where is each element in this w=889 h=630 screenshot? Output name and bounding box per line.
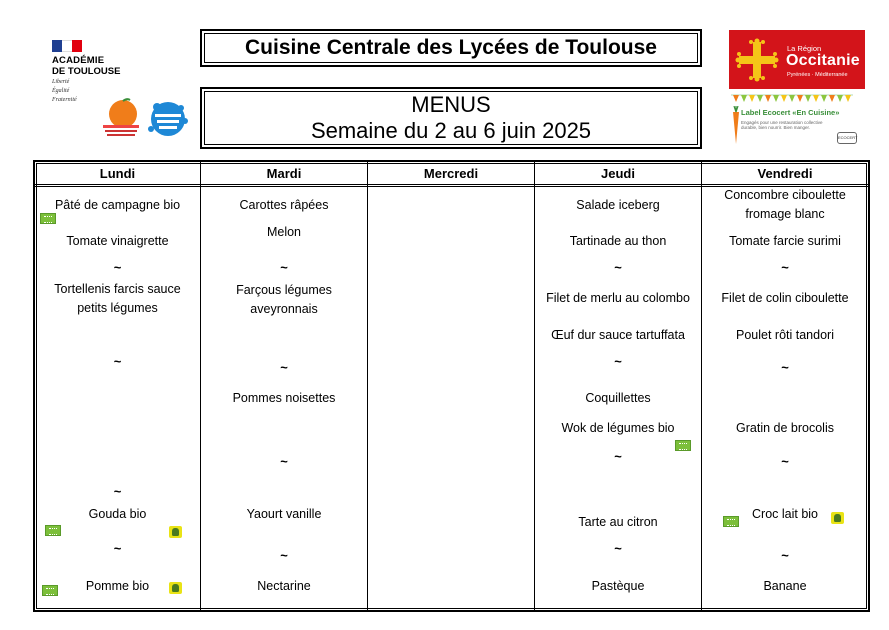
fruits-legumes-ecole-logo-icon xyxy=(101,98,141,142)
menu-item: Pommes noisettes xyxy=(232,391,336,405)
menu-item: Farçous légumes xyxy=(236,283,332,297)
course-separator: ~ xyxy=(781,548,789,563)
week-heading: Semaine du 2 au 6 juin 2025 xyxy=(310,118,592,143)
day-header-mardi: Mardi xyxy=(266,166,302,181)
menu-item: Pomme bio xyxy=(85,579,150,593)
academie-motto-1: Liberté xyxy=(52,79,70,85)
menu-item: Filet de colin ciboulette xyxy=(721,291,849,305)
course-separator: ~ xyxy=(614,449,622,464)
day-header-jeudi: Jeudi xyxy=(601,166,635,181)
day-header-lundi: Lundi xyxy=(99,166,136,181)
week-box xyxy=(200,87,702,149)
ecocert-label-text: Label Ecocert «En Cuisine» xyxy=(741,108,840,117)
menu-item: Gratin de brocolis xyxy=(736,421,834,435)
menus-heading: MENUS xyxy=(411,92,491,117)
region-small-label: La Région xyxy=(787,44,822,53)
menu-item: Salade iceberg xyxy=(576,198,660,212)
title-box xyxy=(200,29,702,67)
course-separator: ~ xyxy=(781,454,789,469)
organic-label-icon xyxy=(42,585,58,596)
menu-item: Yaourt vanille xyxy=(246,507,322,521)
course-separator: ~ xyxy=(113,541,122,556)
menu-item: Melon xyxy=(266,225,302,239)
academie-motto-3: Fraternité xyxy=(52,97,77,103)
course-separator: ~ xyxy=(113,260,122,275)
ecocert-description: Engagés pour une restauration collective durable, bien nourrir. Bien manger. xyxy=(741,120,823,130)
menu-item-continued: fromage blanc xyxy=(745,207,825,221)
academie-name-line2: DE TOULOUSE xyxy=(52,66,121,77)
menu-item-continued: petits légumes xyxy=(77,301,158,315)
ecocert-label-logo xyxy=(731,94,861,146)
menu-item: Carottes râpées xyxy=(239,198,329,212)
course-separator: ~ xyxy=(614,260,622,275)
course-separator: ~ xyxy=(614,354,622,369)
menu-item: Poulet rôti tandori xyxy=(736,328,834,342)
carrot-icon xyxy=(731,106,741,146)
menu-item-continued: aveyronnais xyxy=(250,302,318,316)
column-divider xyxy=(367,162,368,610)
eu-school-scheme-icon xyxy=(169,582,182,594)
bunting-icon xyxy=(731,94,853,104)
academie-name-line1: ACADÉMIE xyxy=(52,55,105,66)
region-subtitle: Pyrénées · Méditerranée xyxy=(787,72,848,78)
menu-item: Coquillettes xyxy=(585,391,651,405)
menu-item: Gouda bio xyxy=(88,507,147,521)
menu-item: Pâté de campagne bio xyxy=(54,198,181,212)
menu-item: Filet de merlu au colombo xyxy=(546,291,690,305)
course-separator: ~ xyxy=(280,260,288,275)
menu-item: Croc lait bio xyxy=(752,507,818,521)
menu-item: Wok de légumes bio xyxy=(561,421,675,435)
course-separator: ~ xyxy=(781,360,789,375)
course-separator: ~ xyxy=(781,260,789,275)
page-title: Cuisine Centrale des Lycées de Toulouse xyxy=(245,36,657,59)
menu-item: Tartinade au thon xyxy=(569,234,667,248)
menu-item: Tortellenis farcis sauce xyxy=(54,282,181,296)
organic-label-icon xyxy=(45,525,61,536)
region-occitanie-logo xyxy=(729,30,865,89)
eu-school-scheme-icon xyxy=(169,526,182,538)
menu-item: Tomate vinaigrette xyxy=(66,234,169,248)
menu-item: Tarte au citron xyxy=(578,515,658,529)
ecocert-seal: ECOCERT xyxy=(837,132,857,144)
menu-item: Banane xyxy=(763,579,807,593)
occitan-cross-icon xyxy=(735,38,779,82)
header-divider xyxy=(35,184,868,185)
menu-item: Œuf dur sauce tartuffata xyxy=(551,328,685,342)
day-header-vendredi: Vendredi xyxy=(757,166,813,181)
academie-logo xyxy=(52,40,152,104)
organic-label-icon xyxy=(40,213,56,224)
course-separator: ~ xyxy=(280,454,288,469)
column-divider xyxy=(701,162,702,610)
course-separator: ~ xyxy=(113,354,122,369)
course-separator: ~ xyxy=(280,548,288,563)
region-name: Occitanie xyxy=(786,52,860,69)
menu-item: Concombre ciboulette xyxy=(724,188,846,202)
menu-item: Tomate farcie surimi xyxy=(729,234,841,248)
course-separator: ~ xyxy=(280,360,288,375)
menu-item: Pastèque xyxy=(591,579,645,593)
academie-motto-2: Égalité xyxy=(52,88,70,94)
course-separator: ~ xyxy=(113,484,122,499)
course-separator: ~ xyxy=(614,541,622,556)
eu-school-scheme-icon xyxy=(831,512,844,524)
day-header-mercredi: Mercredi xyxy=(423,166,479,181)
menu-item: Nectarine xyxy=(257,579,311,593)
french-flag-icon xyxy=(52,40,82,52)
lait-produits-laitiers-logo-icon xyxy=(145,99,191,143)
